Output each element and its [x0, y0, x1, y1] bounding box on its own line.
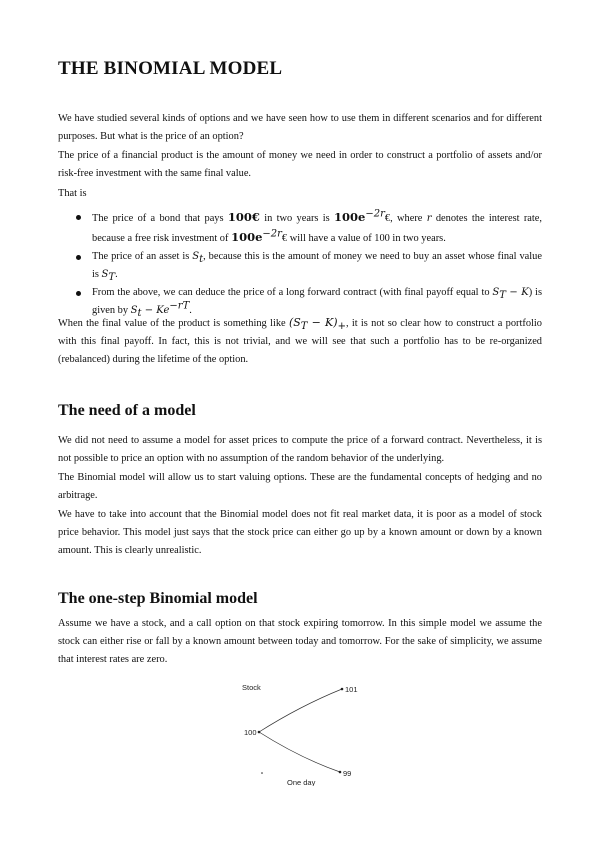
section-heading-need-of-model: The need of a model: [58, 402, 196, 419]
section1-paragraph-2: The Binomial model will allow us to start valuing options. These are the fundamental concepts of hedging and no arbitrage.: [58, 472, 542, 501]
intro-paragraph-3: That is: [58, 188, 87, 199]
intro-paragraph-2: The price of a financial product is the amount of money we need in order to construct a portfolio of assets and/or risk-free investment with the same final value.: [58, 150, 542, 179]
stock-label: Stock: [242, 683, 261, 692]
up-node: [341, 688, 344, 691]
section-heading-one-step-model: The one-step Binomial model: [58, 590, 258, 607]
intro-paragraph-1: We have studied several kinds of options and we have seen how to use them in different scenarios and for different purposes. But what is the price of an option?: [58, 113, 542, 142]
up-price-label: 101: [345, 685, 358, 694]
page-title: THE BINOMIAL MODEL: [58, 58, 283, 79]
bullet-item-asset: The price of an asset is $S_t$, because this is the amount of money we need to buy an asset whose final value is $S_T$.: [58, 248, 542, 284]
section1-paragraph-3: We have to take into account that the Binomial model does not fit real market data, it is poor as a model of stock price behavior. This model just says that the stock price can either go up by a known amount or down by a known amount. This is clearly unrealistic.: [58, 509, 542, 556]
bullet-item-forward: From the above, we can deduce the price of a long forward contract (with final payoff equal to $S_T - K$) is given by $S_t - Ke^{-rT}$.: [58, 284, 542, 320]
time-label: One day: [287, 778, 316, 786]
payoff-paragraph: When the final value of the product is something like $(S_T - K)_+$, it is not so clear how to construct a portfolio with this final payoff. In fact, this is not trivial, and we will see that such a portfolio has to be re-organized (rebalanced) during the lifetime of the option.: [58, 316, 542, 365]
section2-paragraph-1: Assume we have a stock, and a call option on that stock expiring tomorrow. In this simple model we assume the stock can either rise or fall by a known amount between today and tomorrow. For the sake of simplicity, we assume that interest rates are zero.: [58, 618, 542, 665]
start-price-label: 100: [244, 728, 257, 737]
start-node: [258, 731, 261, 734]
up-branch-line: [259, 689, 342, 732]
axis-origin-dot: [261, 772, 263, 774]
section1-paragraph-1: We did not need to assume a model for asset prices to compute the price of a forward contract. Nevertheless, it is not possible to price an option with no assumption of the random behavior of the underlying.: [58, 435, 542, 464]
down-branch-line: [259, 732, 340, 772]
bullet-list: [58, 208, 542, 320]
down-node: [339, 771, 342, 774]
binomial-tree-diagram: [230, 676, 380, 786]
bullet-item-bond: The price of a bond that pays 100€ in two years is $100e^{-2r}€$, where r denotes the interest rate, because a free risk investment of $100e^{-2r}€$ will have a value of 100 in two years.: [58, 208, 542, 248]
down-price-label: 99: [343, 769, 352, 778]
